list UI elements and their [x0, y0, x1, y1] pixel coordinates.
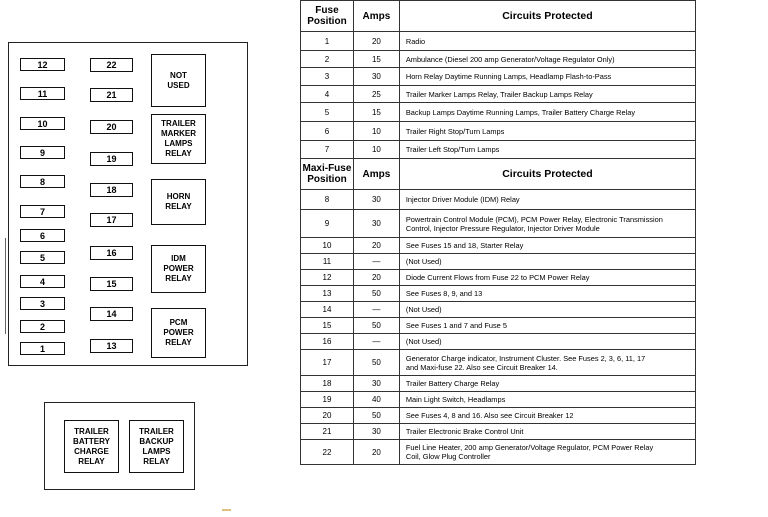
position-cell: 13	[301, 286, 354, 302]
table-row	[301, 318, 696, 334]
circuit-cell: Trailer Left Stop/Turn Lamps	[399, 141, 695, 159]
amps-cell: 25	[353, 86, 399, 103]
fuse-slot: 12	[20, 58, 65, 71]
relay-slot: PCM POWER RELAY	[151, 308, 206, 358]
table-row	[301, 86, 696, 103]
circuit-cell: Horn Relay Daytime Running Lamps, Headlamp Flash-to-Pass	[399, 68, 695, 86]
circuit-cell: Ambulance (Diesel 200 amp Generator/Voltage Regulator Only)	[399, 51, 695, 68]
position-cell: 8	[301, 190, 354, 210]
amps-cell: 20	[353, 270, 399, 286]
relay-slot: NOT USED	[151, 54, 206, 107]
amps-cell: 30	[353, 210, 399, 238]
position-cell: 1	[301, 32, 354, 51]
circuit-cell: See Fuses 1 and 7 and Fuse 5	[399, 318, 695, 334]
amps-cell: 30	[353, 68, 399, 86]
amps-cell: 50	[353, 286, 399, 302]
position-cell: 16	[301, 334, 354, 350]
fuse-slot: 14	[90, 307, 133, 321]
table-row	[301, 270, 696, 286]
trailer-backup-lamps-relay: TRAILER BACKUP LAMPS RELAY	[129, 420, 184, 473]
position-cell: 18	[301, 376, 354, 392]
fuse-slot: 7	[20, 205, 65, 218]
table-row	[301, 190, 696, 210]
fuse-table	[300, 0, 696, 465]
position-cell: 19	[301, 392, 354, 408]
fuse-slot: 6	[20, 229, 65, 242]
fuse-position-header: Fuse Position	[301, 1, 354, 32]
table-row	[301, 286, 696, 302]
fuse-slot: 8	[20, 175, 65, 188]
table-row	[301, 210, 696, 238]
fuse-slot: 5	[20, 251, 65, 264]
circuit-cell: Backup Lamps Daytime Running Lamps, Trailer Battery Charge Relay	[399, 103, 695, 122]
table-row	[301, 302, 696, 318]
table-row	[301, 440, 696, 465]
fuse-slot: 10	[20, 117, 65, 130]
fuse-slot: 17	[90, 213, 133, 227]
table-row	[301, 103, 696, 122]
table-row	[301, 392, 696, 408]
table-row	[301, 254, 696, 270]
table-row	[301, 68, 696, 86]
fuse-slot: 20	[90, 120, 133, 134]
circuit-cell: (Not Used)	[399, 254, 695, 270]
maxi-fuse-position-header: Maxi-Fuse Position	[301, 159, 354, 190]
amps-cell: 15	[353, 103, 399, 122]
position-cell: 9	[301, 210, 354, 238]
amps-cell: 15	[353, 51, 399, 68]
position-cell: 7	[301, 141, 354, 159]
position-cell: 6	[301, 122, 354, 141]
fuse-slot: 13	[90, 339, 133, 353]
position-cell: 20	[301, 408, 354, 424]
fuse-slot: 18	[90, 183, 133, 197]
table-row	[301, 408, 696, 424]
maxi-circuits-header: Circuits Protected	[399, 159, 695, 190]
fuse-slot: 4	[20, 275, 65, 288]
smudge-mark	[222, 509, 231, 511]
table-row	[301, 51, 696, 68]
position-cell: 22	[301, 440, 354, 465]
amps-cell: 30	[353, 190, 399, 210]
fuse-slot: 21	[90, 88, 133, 102]
maxi-amps-header: Amps	[353, 159, 399, 190]
table-row	[301, 141, 696, 159]
circuit-cell: See Fuses 8, 9, and 13	[399, 286, 695, 302]
fuse-slot: 9	[20, 146, 65, 159]
circuit-cell: Main Light Switch, Headlamps	[399, 392, 695, 408]
circuit-cell: (Not Used)	[399, 334, 695, 350]
amps-cell: 20	[353, 440, 399, 465]
amps-cell: —	[353, 254, 399, 270]
fuse-slot: 15	[90, 277, 133, 291]
position-cell: 4	[301, 86, 354, 103]
position-cell: 21	[301, 424, 354, 440]
circuit-cell: See Fuses 4, 8 and 16. Also see Circuit Breaker 12	[399, 408, 695, 424]
amps-cell: 50	[353, 350, 399, 376]
fuse-slot: 3	[20, 297, 65, 310]
position-cell: 3	[301, 68, 354, 86]
table-row	[301, 334, 696, 350]
position-cell: 11	[301, 254, 354, 270]
relay-slot: HORN RELAY	[151, 179, 206, 225]
amps-cell: —	[353, 302, 399, 318]
amps-cell: 20	[353, 32, 399, 51]
circuit-cell: Generator Charge indicator, Instrument Cluster. See Fuses 2, 3, 6, 11, 17 and Maxi-fuse 22. Also see Circuit Breaker 14.	[399, 350, 695, 376]
position-cell: 10	[301, 238, 354, 254]
circuit-cell: Trailer Battery Charge Relay	[399, 376, 695, 392]
circuit-cell: See Fuses 15 and 18, Starter Relay	[399, 238, 695, 254]
amps-cell: —	[353, 334, 399, 350]
table-row	[301, 350, 696, 376]
amps-cell: 50	[353, 408, 399, 424]
fuse-slot: 11	[20, 87, 65, 100]
amps-cell: 20	[353, 238, 399, 254]
trailer-battery-charge-relay: TRAILER BATTERY CHARGE RELAY	[64, 420, 119, 473]
circuit-cell: Diode Current Flows from Fuse 22 to PCM Power Relay	[399, 270, 695, 286]
position-cell: 12	[301, 270, 354, 286]
position-cell: 17	[301, 350, 354, 376]
fuse-slot: 1	[20, 342, 65, 355]
table-row	[301, 376, 696, 392]
amps-cell: 30	[353, 376, 399, 392]
fuse-slot: 19	[90, 152, 133, 166]
amps-cell: 50	[353, 318, 399, 334]
relay-slot: IDM POWER RELAY	[151, 245, 206, 293]
table-row	[301, 238, 696, 254]
fuse-slot: 2	[20, 320, 65, 333]
fuse-slot: 16	[90, 246, 133, 260]
amps-cell: 10	[353, 141, 399, 159]
position-cell: 14	[301, 302, 354, 318]
circuits-header: Circuits Protected	[399, 1, 695, 32]
circuit-cell: Fuel Line Heater, 200 amp Generator/Voltage Regulator, PCM Power Relay Coil, Glow Plug Controller	[399, 440, 695, 465]
table-row	[301, 424, 696, 440]
circuit-cell: Radio	[399, 32, 695, 51]
circuit-cell: Injector Driver Module (IDM) Relay	[399, 190, 695, 210]
position-cell: 5	[301, 103, 354, 122]
amps-cell: 40	[353, 392, 399, 408]
position-cell: 15	[301, 318, 354, 334]
position-cell: 2	[301, 51, 354, 68]
amps-header: Amps	[353, 1, 399, 32]
circuit-cell: Powertrain Control Module (PCM), PCM Power Relay, Electronic Transmission Control, Injector Pressure Regulator, Injector Driver Module	[399, 210, 695, 238]
circuit-cell: Trailer Electronic Brake Control Unit	[399, 424, 695, 440]
amps-cell: 30	[353, 424, 399, 440]
table-row	[301, 122, 696, 141]
relay-slot: TRAILER MARKER LAMPS RELAY	[151, 114, 206, 164]
amps-cell: 10	[353, 122, 399, 141]
fuse-slot: 22	[90, 58, 133, 72]
table-row	[301, 32, 696, 51]
circuit-cell: Trailer Marker Lamps Relay, Trailer Backup Lamps Relay	[399, 86, 695, 103]
border-mark	[5, 238, 6, 334]
circuit-cell: Trailer Right Stop/Turn Lamps	[399, 122, 695, 141]
circuit-cell: (Not Used)	[399, 302, 695, 318]
